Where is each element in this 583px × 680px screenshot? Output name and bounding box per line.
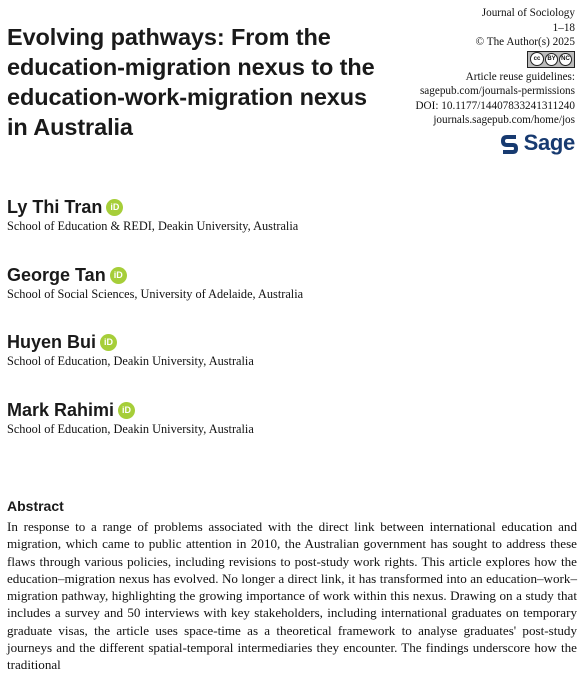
author-name: Ly Thi Tran bbox=[7, 197, 103, 217]
nc-icon: NC bbox=[559, 53, 572, 66]
author-name: Huyen Bui bbox=[7, 332, 97, 352]
reuse-guidelines-label: Article reuse guidelines: bbox=[465, 70, 575, 83]
author-affiliation: School of Education, Deakin University, Australia bbox=[7, 354, 254, 368]
abstract-heading: Abstract bbox=[7, 498, 64, 514]
doi[interactable]: DOI: 10.1177/14407833241311240 bbox=[415, 99, 575, 112]
author-name: Mark Rahimi bbox=[7, 400, 115, 420]
cc-icon: cc bbox=[530, 52, 544, 66]
permissions-link[interactable]: sagepub.com/journals-permissions bbox=[419, 85, 575, 97]
author-affiliation: School of Social Sciences, University of Adelaide, Australia bbox=[7, 287, 304, 301]
sage-logo-icon bbox=[499, 132, 521, 156]
sage-logo bbox=[499, 132, 575, 156]
abstract-text: In response to a range of problems associated with the direct link between international education and migration, which came to public attention in 2010, the Australian government has sought to address these flaws through various policies, including revisions to post-study work rights. This article explores how the education–migration nexus has evolved. No longer a direct link, it has transformed into an education–work–migration pathway, highlighting the growing importance of work within this nexus. Drawing on a study that includes a survey and 50 interviews with key stakeholders, including international graduates on temporary graduate visas, the article uses space-time as a theoretical framework to analyse graduates' post-study journeys and the different spatial-temporal intermediaries they encounter. The findings underscore how the traditional bbox=[7, 519, 577, 673]
sage-logo-text: Sage bbox=[523, 130, 575, 156]
journal-metadata bbox=[375, 6, 575, 160]
author-block bbox=[7, 264, 303, 302]
author-name: George Tan bbox=[7, 265, 106, 285]
author-block bbox=[7, 196, 298, 234]
article-title: Evolving pathways: From the education-migration nexus to the education-work-migration nexus in Australia bbox=[7, 24, 375, 140]
author-affiliation: School of Education & REDI, Deakin University, Australia bbox=[7, 219, 299, 233]
author-block bbox=[7, 399, 254, 437]
orcid-icon[interactable]: iD bbox=[110, 267, 127, 284]
author-block bbox=[7, 331, 254, 369]
orcid-icon[interactable]: iD bbox=[100, 334, 117, 351]
author-affiliation: School of Education, Deakin University, Australia bbox=[7, 422, 254, 436]
by-icon: BY bbox=[545, 53, 558, 66]
copyright-notice: © The Author(s) 2025 bbox=[475, 36, 575, 48]
orcid-icon[interactable]: iD bbox=[106, 199, 123, 216]
cc-license-badge bbox=[527, 51, 575, 68]
journal-homepage-link[interactable]: journals.sagepub.com/home/jos bbox=[433, 114, 575, 126]
journal-name: Journal of Sociology bbox=[481, 7, 575, 19]
page-range: 1–18 bbox=[552, 21, 575, 34]
orcid-icon[interactable]: iD bbox=[118, 402, 135, 419]
